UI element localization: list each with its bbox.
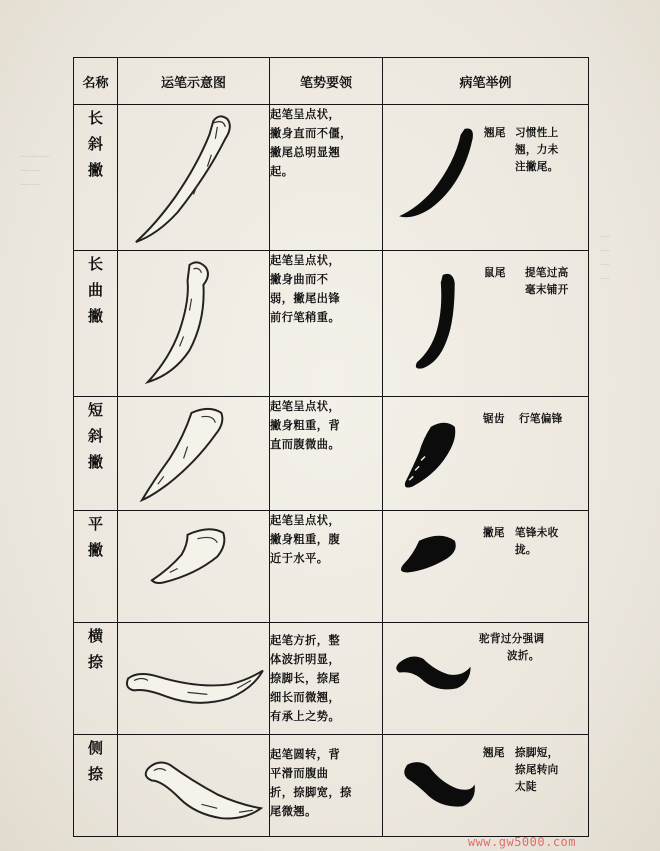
- example-line: 波折。: [507, 650, 540, 662]
- faulty-example: [383, 397, 589, 511]
- watermark: www.gw5000.com: [467, 835, 576, 849]
- faulty-example: [383, 735, 589, 837]
- header-row: [74, 58, 589, 105]
- example-line: 太陡: [515, 781, 537, 793]
- name-char: 捺: [87, 653, 103, 671]
- stroke-name: [74, 623, 118, 735]
- example-line: 毫末铺开: [525, 284, 569, 296]
- horizontal-na-diagram: [118, 623, 269, 734]
- example-line: 翘，力未: [515, 144, 559, 156]
- stroke-name: [74, 735, 118, 837]
- name-char: 长: [87, 109, 103, 127]
- name-char: 横: [87, 627, 103, 645]
- example-description: [525, 265, 569, 299]
- tip-line: 起笔呈点状，: [270, 514, 341, 527]
- tip-line: 起笔呈点状，: [270, 254, 341, 267]
- faulty-example: [383, 623, 589, 735]
- example-label: 翘尾: [483, 747, 505, 759]
- tip-line: 折，捺脚宽，捺: [270, 786, 352, 799]
- tip-line: 捺脚长，捺尾: [270, 672, 341, 685]
- example-description: [515, 525, 559, 559]
- example-line: 笔锋未收: [515, 527, 559, 539]
- example-line: 提笔过高: [525, 267, 569, 279]
- header-name: 名称: [74, 58, 118, 105]
- name-char: 长: [87, 255, 103, 273]
- table-row: [74, 623, 589, 735]
- example-label: 鼠尾: [484, 267, 506, 279]
- header-example: 病笔举例: [383, 58, 589, 105]
- header-diagram: 运笔示意图: [118, 58, 270, 105]
- stroke-diagram: [118, 105, 270, 251]
- faulty-example: [383, 511, 589, 623]
- example-line: 驼背过分强调: [479, 633, 545, 645]
- tip-line: 撇身粗重，背: [270, 419, 341, 432]
- name-char: 短: [87, 401, 103, 419]
- tip-line: 起笔呈点状，: [270, 108, 341, 121]
- table-row: [74, 251, 589, 397]
- stroke-diagram: [118, 251, 270, 397]
- flat-pie-diagram: [118, 511, 269, 622]
- stroke-tips: [270, 105, 383, 251]
- stroke-tips: [270, 511, 383, 623]
- tip-line: 直而腹微曲。: [270, 438, 341, 451]
- tip-line: 尾微翘。: [270, 805, 317, 818]
- long-curved-pie-diagram: [118, 251, 269, 396]
- stroke-tips: [270, 251, 383, 397]
- stroke-tips: [270, 735, 383, 837]
- stroke-diagram: [118, 623, 270, 735]
- example-line: 拢。: [515, 544, 537, 556]
- name-char: 平: [87, 515, 103, 533]
- stroke-name: [74, 105, 118, 251]
- tip-line: 平滑而腹曲: [270, 767, 329, 780]
- tip-line: 体波折明显，: [270, 653, 341, 666]
- bleed-through-text: — — — —: [600, 231, 610, 284]
- faulty-example: [383, 105, 589, 251]
- example-label: 撇尾: [483, 527, 505, 539]
- example-description: [515, 745, 559, 796]
- tip-line: 起笔方折，整: [270, 634, 341, 647]
- table-row: [74, 511, 589, 623]
- stroke-diagram: [118, 511, 270, 623]
- stroke-name: [74, 511, 118, 623]
- stroke-name: [74, 397, 118, 511]
- tip-line: 弱，撇尾出锋: [270, 292, 341, 305]
- tip-line: 近于水平。: [270, 552, 329, 565]
- faulty-example: [383, 251, 589, 397]
- bleed-through-text: ——— —— ——: [20, 151, 50, 190]
- example-line: 行笔偏锋: [519, 413, 563, 425]
- name-char: 撇: [87, 161, 103, 179]
- name-char: 捺: [87, 765, 103, 783]
- name-char: 斜: [87, 135, 103, 153]
- table-row: [74, 735, 589, 837]
- brushstroke-table: [73, 57, 589, 837]
- tip-line: 有承上之势。: [270, 710, 341, 723]
- stroke-tips: [270, 397, 383, 511]
- tip-line: 前行笔稍重。: [270, 311, 341, 324]
- example-label: 翘尾: [484, 127, 506, 139]
- example-line: 习惯性上: [515, 127, 559, 139]
- table-row: [74, 105, 589, 251]
- tip-line: 细长而微翘，: [270, 691, 341, 704]
- name-char: 斜: [87, 427, 103, 445]
- tip-line: 起笔呈点状，: [270, 400, 341, 413]
- table-row: [74, 397, 589, 511]
- stroke-tips: [270, 623, 383, 735]
- stroke-diagram: [118, 735, 270, 837]
- example-description: [479, 631, 544, 665]
- tip-line: 撇身粗重，腹: [270, 533, 341, 546]
- header-tips: 笔势要领: [270, 58, 383, 105]
- example-description: [515, 125, 559, 176]
- example-line: 注撇尾。: [515, 161, 559, 173]
- name-char: 撇: [87, 541, 103, 559]
- tip-line: 撇尾总明显翘: [270, 146, 341, 159]
- name-char: 曲: [87, 281, 103, 299]
- tip-line: 起。: [270, 165, 294, 178]
- stroke-name: [74, 251, 118, 397]
- example-line: 捺尾转向: [515, 764, 559, 776]
- name-char: 撇: [87, 453, 103, 471]
- name-char: 侧: [87, 739, 103, 757]
- short-slant-pie-diagram: [118, 397, 269, 510]
- tip-line: 撇身曲而不: [270, 273, 329, 286]
- side-na-diagram: [118, 735, 269, 836]
- long-slant-pie-diagram: [118, 105, 269, 250]
- tip-line: 撇身直而不僵，: [270, 127, 352, 140]
- example-description: [519, 411, 563, 428]
- example-line: 捺脚短，: [515, 747, 559, 759]
- stroke-diagram: [118, 397, 270, 511]
- tip-line: 起笔圆转，背: [270, 748, 341, 761]
- example-label: 锯齿: [483, 413, 505, 425]
- name-char: 撇: [87, 307, 103, 325]
